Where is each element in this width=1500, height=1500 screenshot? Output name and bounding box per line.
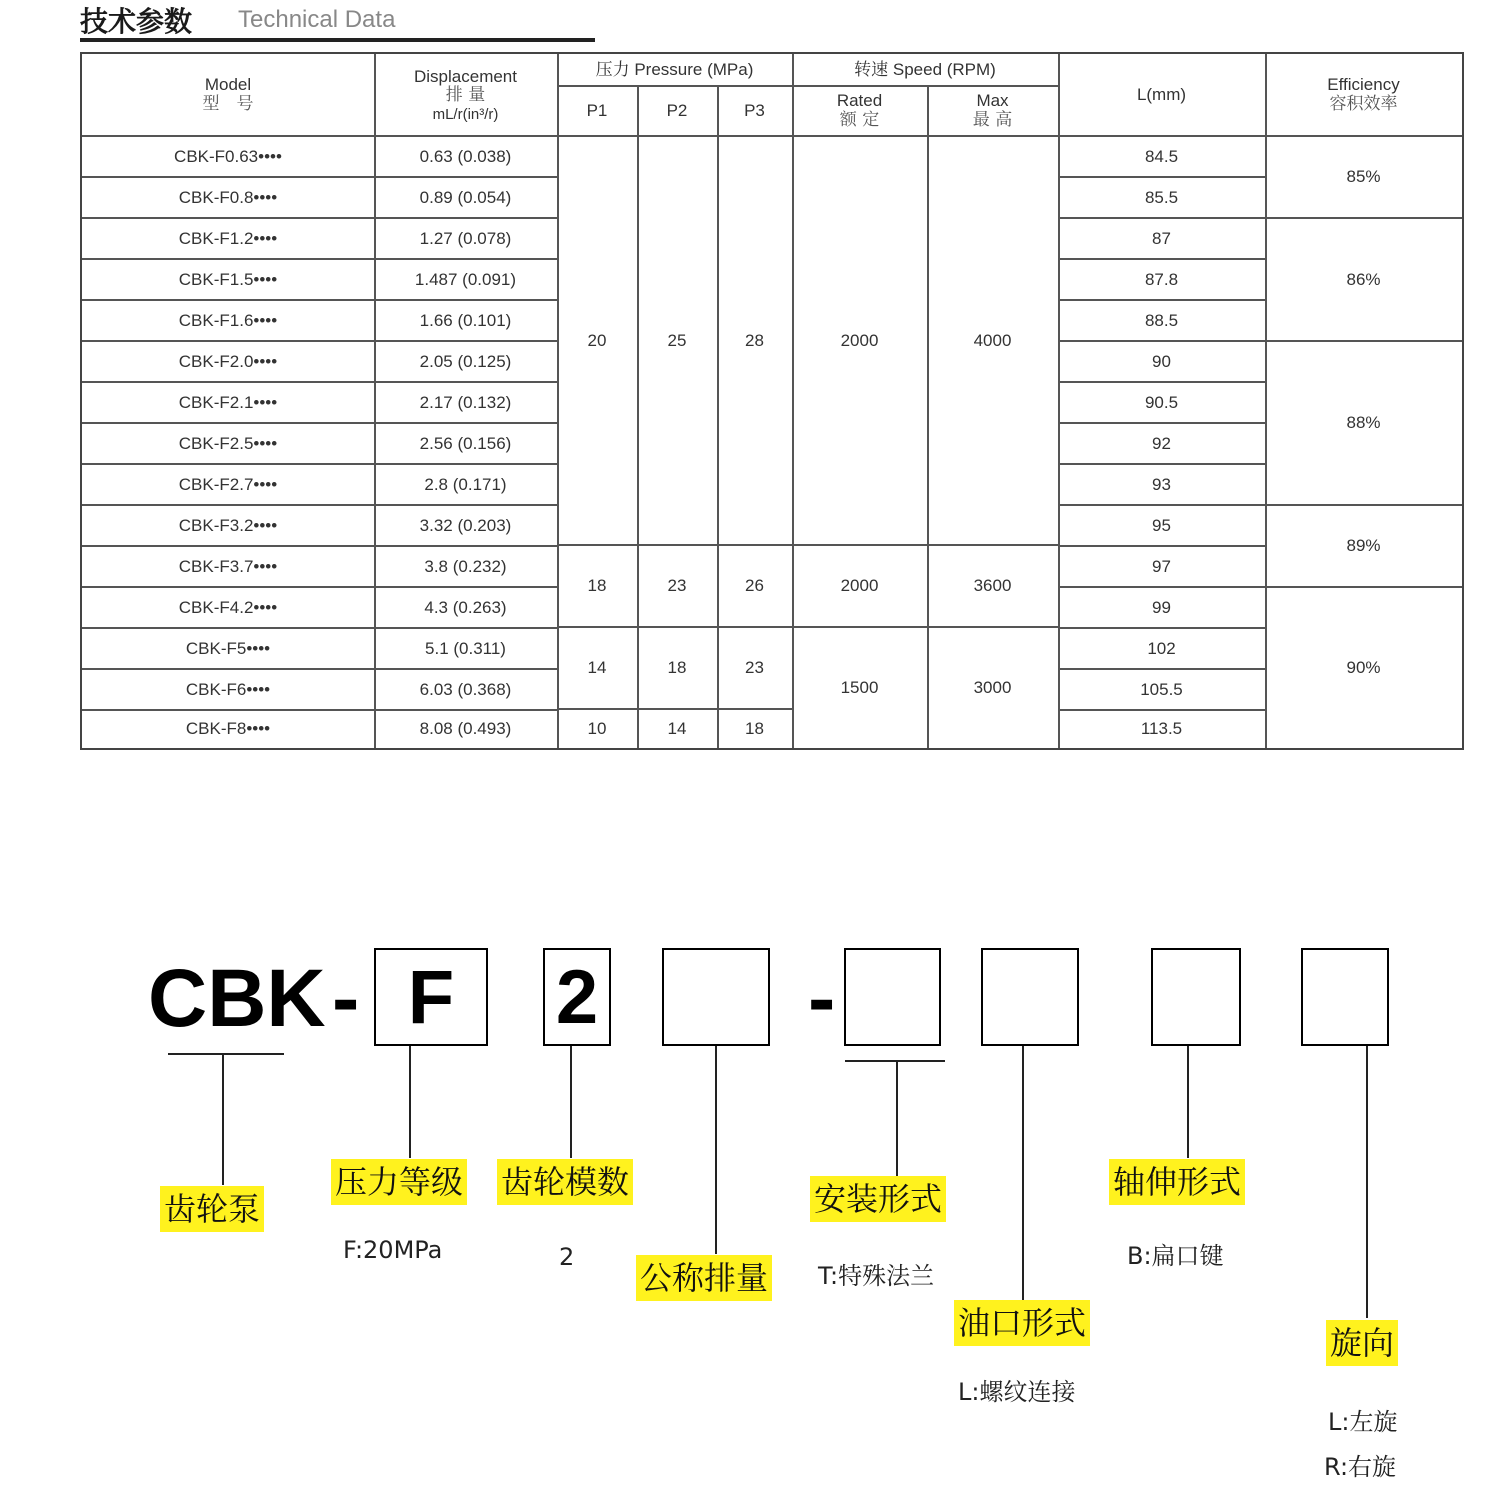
label-port: 油口形式 (954, 1300, 1090, 1346)
grid-line (82, 668, 557, 670)
displacement-cell: 0.89 (0.054) (419, 187, 512, 207)
heading-zh: 技术参数 (80, 5, 193, 38)
group2-rated: 2000 (840, 576, 879, 596)
displacement-cell: 2.17 (0.132) (419, 392, 512, 412)
displacement-cell: 5.1 (0.311) (425, 638, 506, 658)
desc-pressure: F:20MPa (343, 1236, 443, 1264)
group2-p1: 18 (587, 576, 607, 596)
displacement-cell: 1.66 (0.101) (419, 310, 512, 330)
grid-line (717, 545, 719, 748)
header-max-zh: 最 高 (972, 110, 1013, 130)
code-box-pressure: F (374, 948, 488, 1046)
model-cell: CBK-F3.2•••• (178, 515, 278, 535)
desc-shaft: B:扁口键 (1127, 1242, 1224, 1270)
grid-line (792, 85, 1058, 87)
efficiency-85: 85% (1346, 167, 1381, 187)
group2-max: 3600 (973, 576, 1012, 596)
grid-line (82, 135, 1462, 137)
displacement-cell: 1.487 (0.091) (414, 269, 517, 289)
connector-pressure (409, 1046, 411, 1158)
mount-underline (845, 1060, 945, 1062)
connector-port (1022, 1046, 1024, 1300)
header-disp-unit: mL/r(in³/r) (432, 105, 499, 123)
grid-line (82, 709, 557, 711)
length-cell: 97 (1152, 556, 1171, 576)
length-cell: 88.5 (1144, 310, 1179, 330)
grid-line (1058, 299, 1265, 301)
grid-line (717, 86, 719, 545)
header-model (82, 54, 374, 136)
connector-rotation (1366, 1046, 1368, 1318)
group3-p3: 23 (745, 658, 764, 678)
length-cell: 90 (1152, 351, 1171, 371)
code-box-mount (844, 948, 941, 1046)
grid-line (82, 381, 557, 383)
label-mount: 安装形式 (810, 1176, 946, 1222)
grid-line (1265, 504, 1462, 506)
label-module: 齿轮模数 (497, 1159, 633, 1205)
grid-line (82, 258, 557, 260)
grid-line (1265, 54, 1267, 748)
group4-p3: 18 (745, 718, 764, 738)
header-max (927, 86, 1058, 136)
header-pressure: 压力 Pressure (MPa) (595, 60, 754, 80)
group1-rated: 2000 (840, 330, 879, 350)
length-cell: 92 (1152, 433, 1171, 453)
group34-max: 3000 (973, 677, 1012, 697)
grid-line (1058, 504, 1265, 506)
displacement-cell: 2.56 (0.156) (419, 433, 512, 453)
header-disp-en: Displacement (414, 66, 517, 86)
group1-p3: 28 (745, 330, 764, 350)
grid-line (1058, 627, 1265, 629)
grid-line (557, 626, 1058, 628)
grid-line (82, 340, 557, 342)
grid-line (1058, 217, 1265, 219)
grid-line (637, 86, 639, 545)
group3-p1: 14 (587, 658, 607, 678)
section-heading (80, 0, 595, 44)
grid-line (82, 627, 557, 629)
displacement-cell: 0.63 (0.038) (419, 146, 512, 166)
grid-line (82, 545, 557, 547)
group4-p2: 14 (667, 718, 687, 738)
efficiency-89: 89% (1346, 536, 1381, 556)
code-box-displacement (662, 948, 770, 1046)
grid-line (637, 545, 639, 748)
grid-line (1058, 463, 1265, 465)
grid-line (82, 299, 557, 301)
header-rated-zh: 额 定 (839, 110, 880, 130)
grid-line (1058, 668, 1265, 670)
grid-line (1058, 545, 1265, 547)
length-cell: 85.5 (1144, 187, 1179, 207)
connector-shaft (1187, 1046, 1189, 1158)
model-cell: CBK-F1.5•••• (178, 269, 278, 289)
grid-line (927, 86, 929, 545)
length-cell: 102 (1147, 638, 1176, 658)
length-cell: 95 (1152, 515, 1171, 535)
header-speed: 转速 Speed (RPM) (854, 60, 996, 80)
header-p1: P1 (586, 101, 608, 121)
group3-p2: 18 (667, 658, 687, 678)
grid-line (792, 54, 794, 748)
connector-pump (222, 1055, 224, 1185)
grid-line (1058, 381, 1265, 383)
desc-rotation-left: L:左旋 (1328, 1408, 1398, 1436)
displacement-cell: 6.03 (0.368) (419, 679, 512, 699)
length-cell: 90.5 (1144, 392, 1179, 412)
displacement-cell: 8.08 (0.493) (419, 719, 512, 739)
label-rotation: 旋向 (1326, 1320, 1398, 1366)
code-box-module: 2 (543, 948, 611, 1046)
code-box-port (981, 948, 1079, 1046)
header-rated (792, 86, 927, 136)
displacement-cell: 3.32 (0.203) (419, 515, 512, 535)
header-displacement (374, 54, 557, 136)
desc-rotation-right: R:右旋 (1324, 1453, 1397, 1481)
grid-line (557, 54, 559, 748)
model-cell: CBK-F2.1•••• (178, 392, 278, 412)
header-p3: P3 (744, 101, 765, 121)
grid-line (82, 463, 557, 465)
grid-line (1058, 54, 1060, 748)
desc-module: 2 (559, 1243, 575, 1271)
displacement-cell: 3.8 (0.232) (424, 556, 507, 576)
connector-module (570, 1046, 572, 1158)
label-pump: 齿轮泵 (160, 1186, 264, 1232)
header-eff-zh: 容积效率 (1329, 94, 1398, 114)
model-cell: CBK-F3.7•••• (178, 556, 278, 576)
group1-max: 4000 (973, 330, 1012, 350)
label-shaft: 轴伸形式 (1109, 1159, 1245, 1205)
connector-displacement (715, 1046, 717, 1254)
code-dash-1: - (332, 953, 360, 1044)
model-cell: CBK-F2.0•••• (178, 351, 278, 371)
grid-line (1058, 422, 1265, 424)
model-cell: CBK-F2.5•••• (178, 433, 278, 453)
grid-line (1058, 586, 1265, 588)
displacement-cell: 2.05 (0.125) (419, 351, 512, 371)
group1-p1: 20 (587, 330, 607, 350)
group34-rated: 1500 (840, 677, 879, 697)
grid-line (1058, 709, 1265, 711)
grid-line (374, 54, 376, 748)
displacement-cell: 1.27 (0.078) (419, 228, 512, 248)
displacement-cell: 4.3 (0.263) (424, 597, 507, 617)
model-cell: CBK-F0.8•••• (178, 187, 278, 207)
model-cell: CBK-F8•••• (185, 719, 271, 739)
header-rated-en: Rated (836, 91, 883, 111)
code-box-shaft (1151, 948, 1241, 1046)
length-cell: 113.5 (1140, 719, 1183, 739)
code-box-rotation (1301, 948, 1389, 1046)
grid-line (82, 217, 557, 219)
efficiency-90: 90% (1346, 657, 1381, 677)
length-cell: 84.5 (1144, 146, 1179, 166)
code-prefix: CBK (148, 953, 326, 1044)
efficiency-88: 88% (1346, 413, 1381, 433)
header-length: L(mm) (1136, 85, 1187, 105)
grid-line (82, 586, 557, 588)
model-cell: CBK-F0.63•••• (174, 146, 282, 166)
label-displacement: 公称排量 (636, 1255, 772, 1301)
connector-mount (896, 1062, 898, 1176)
group2-p3: 26 (745, 576, 764, 596)
grid-line (82, 504, 557, 506)
label-pressure: 压力等级 (331, 1159, 467, 1205)
header-model-zh: 型 号 (202, 94, 254, 114)
model-cell: CBK-F1.2•••• (178, 228, 278, 248)
displacement-cell: 2.8 (0.171) (424, 474, 507, 494)
technical-data-table (80, 52, 1464, 750)
length-cell: 87.8 (1144, 269, 1179, 289)
heading-underline (80, 38, 595, 42)
model-cell: CBK-F1.6•••• (178, 310, 278, 330)
grid-line (927, 545, 929, 748)
heading-en: Technical Data (238, 6, 396, 33)
header-eff-en: Efficiency (1327, 75, 1400, 95)
length-cell: 99 (1152, 597, 1171, 617)
model-cell: CBK-F2.7•••• (178, 474, 278, 494)
header-p2: P2 (666, 101, 688, 121)
header-efficiency (1265, 54, 1462, 136)
length-cell: 105.5 (1140, 679, 1183, 699)
efficiency-86: 86% (1346, 269, 1381, 289)
model-cell: CBK-F6•••• (185, 679, 271, 699)
desc-mount: T:特殊法兰 (818, 1262, 935, 1290)
grid-line (82, 422, 557, 424)
grid-line (1058, 340, 1265, 342)
grid-line (82, 176, 557, 178)
code-dash-2: - (808, 953, 836, 1044)
model-cell: CBK-F5•••• (185, 638, 271, 658)
model-cell: CBK-F4.2•••• (178, 597, 278, 617)
grid-line (557, 544, 1058, 546)
grid-line (557, 708, 792, 710)
group2-p2: 23 (667, 576, 687, 596)
header-model-en: Model (204, 75, 252, 95)
grid-line (1058, 258, 1265, 260)
desc-port: L:螺纹连接 (958, 1378, 1076, 1406)
header-max-en: Max (976, 91, 1009, 111)
length-cell: 93 (1152, 474, 1171, 494)
grid-line (1058, 176, 1265, 178)
group4-p1: 10 (587, 718, 607, 738)
group1-p2: 25 (667, 330, 687, 350)
prefix-underline (168, 1053, 284, 1055)
grid-line (1265, 217, 1462, 219)
length-cell: 87 (1152, 228, 1171, 248)
grid-line (1265, 586, 1462, 588)
grid-line (557, 85, 792, 87)
header-disp-zh: 排 量 (445, 85, 486, 106)
grid-line (1265, 340, 1462, 342)
